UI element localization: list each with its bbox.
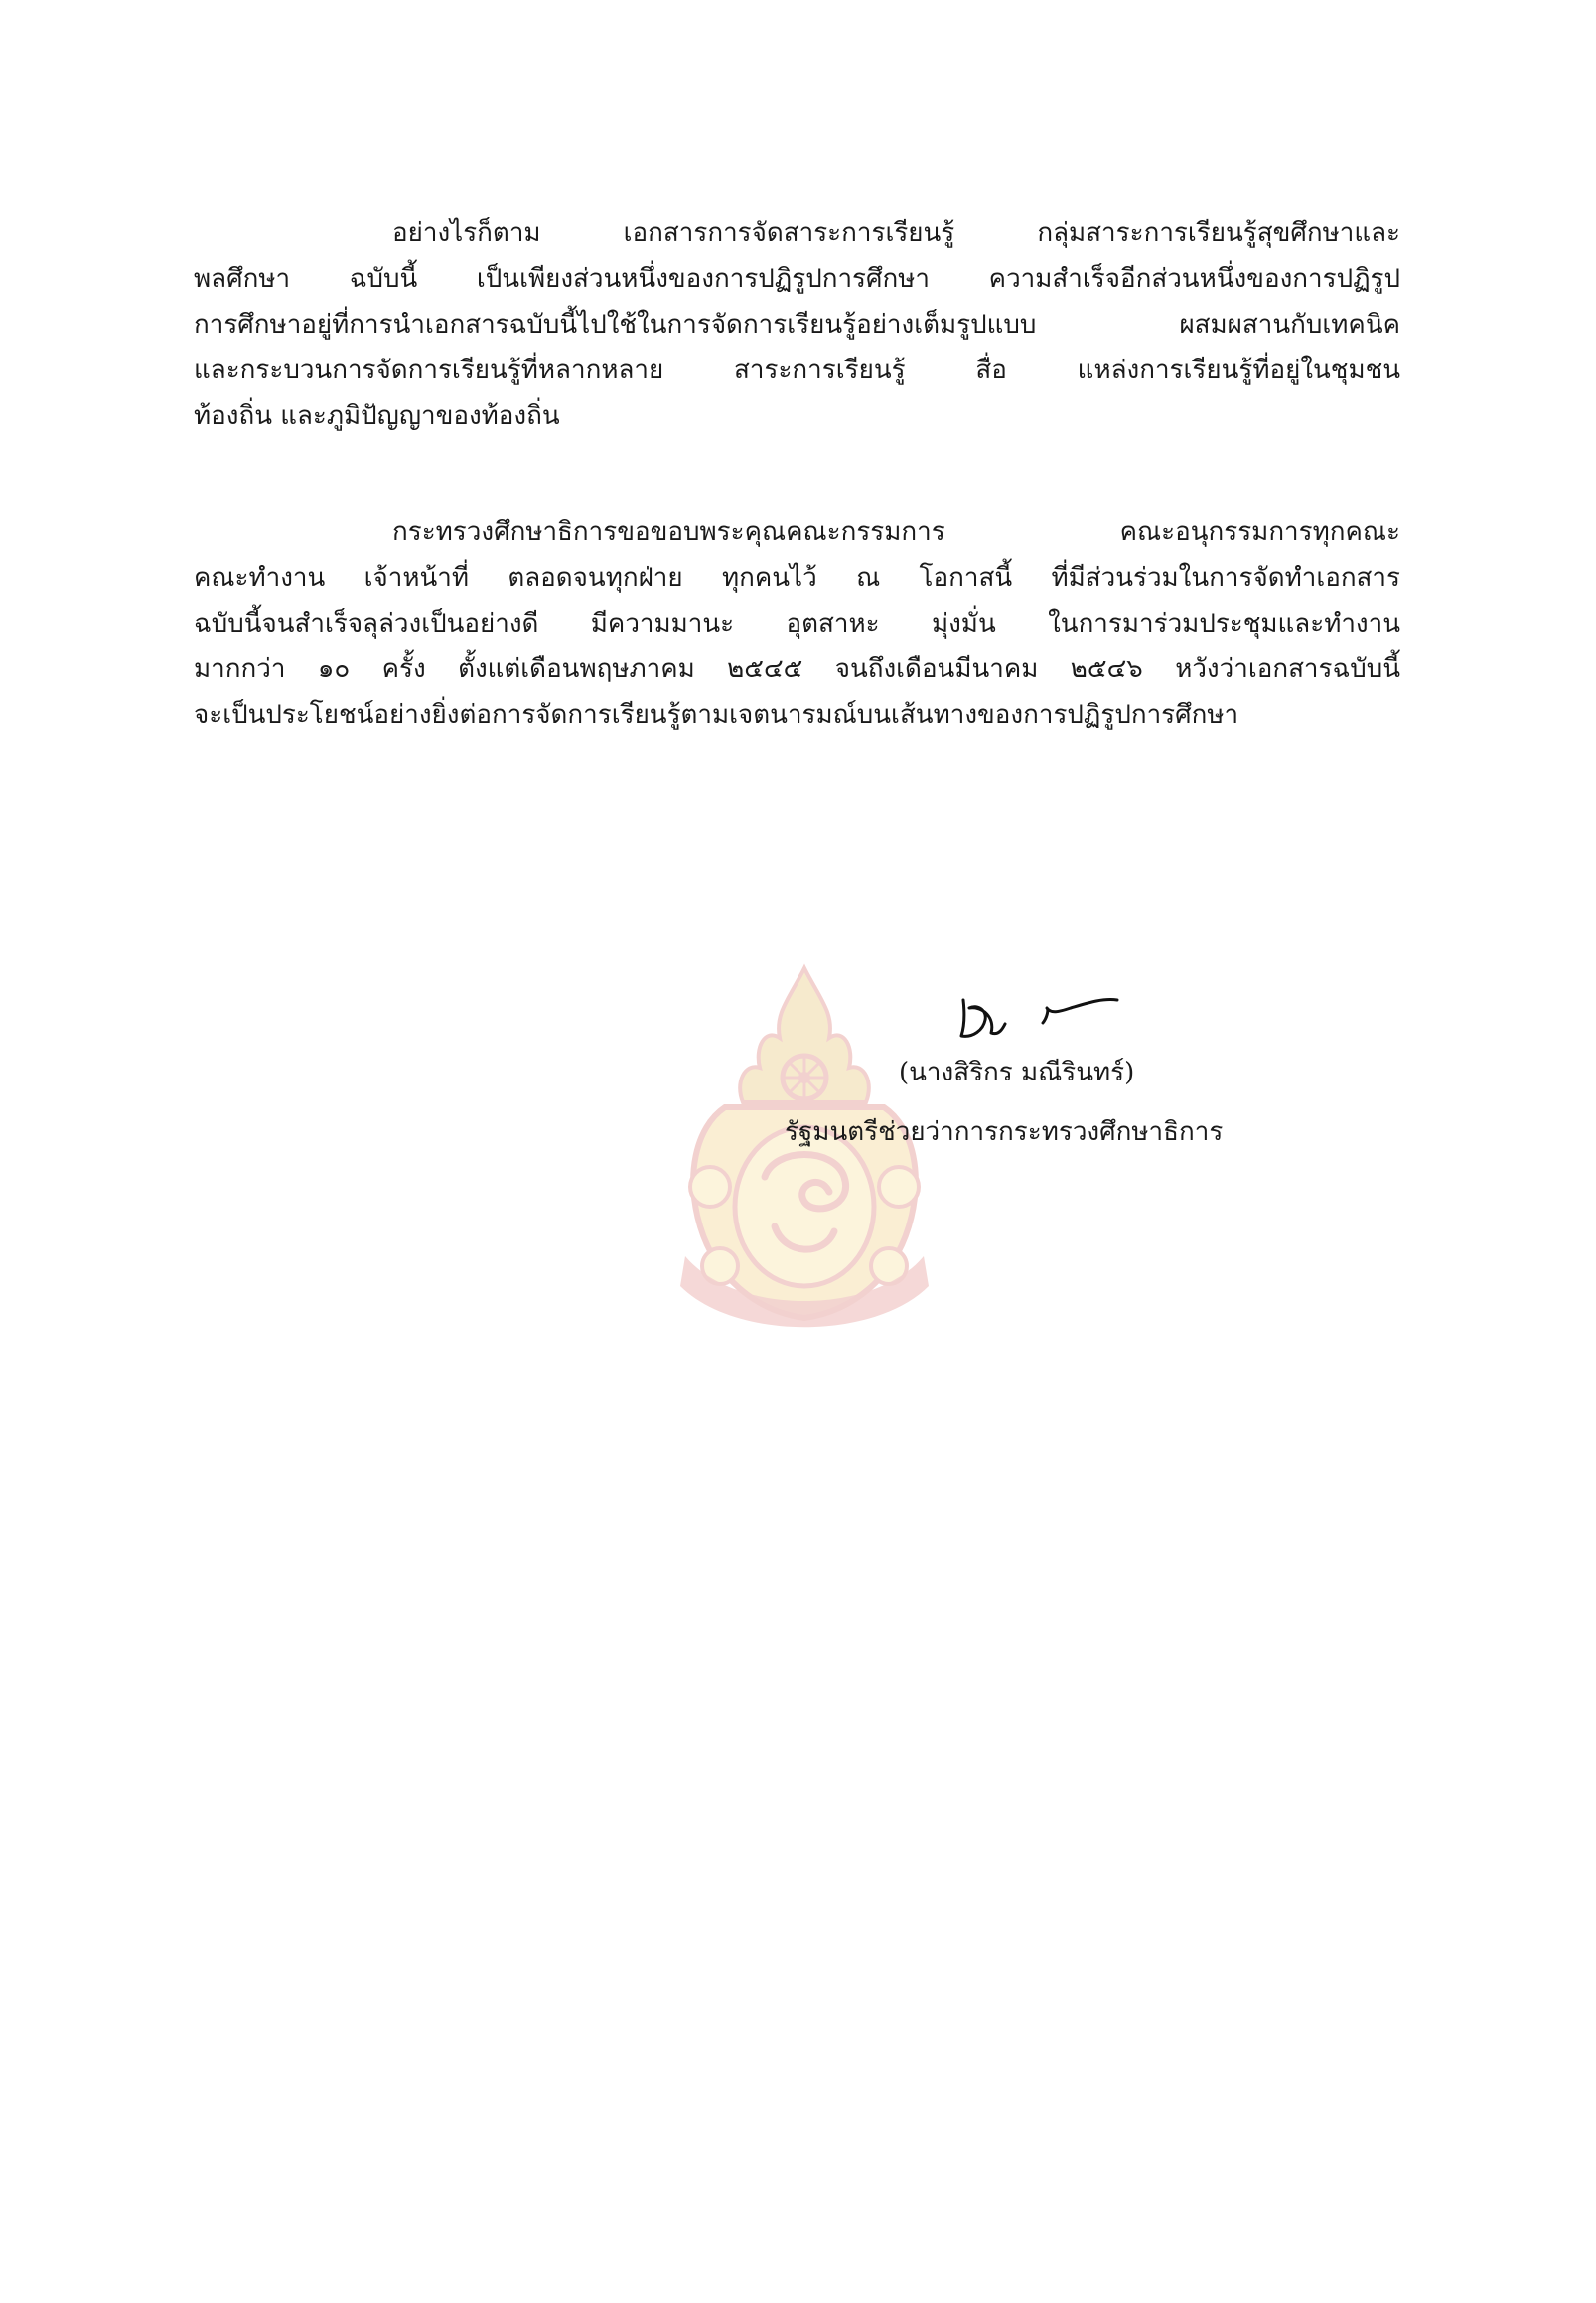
- acknowledgement-paragraph-1: [194, 211, 1400, 439]
- paragraph-line: มากกว่า ๑๐ ครั้ง ตั้งแต่เดือนพฤษภาคม ๒๕๔๕ จนถึงเดือนมีนาคม ๒๕๔๖ หวังว่าเอกสารฉบับนี้: [194, 654, 1400, 684]
- signatory-position: รัฐมนตรีช่วยว่าการกระทรวงศึกษาธิการ: [785, 1117, 1224, 1147]
- paragraph-line: ท้องถิ่น และภูมิปัญญาของท้องถิ่น: [194, 401, 560, 431]
- paragraph-line: การศึกษาอยู่ที่การนำเอกสารฉบับนี้ไปใช้ในการจัดการเรียนรู้อย่างเต็มรูปแบบ ผสมผสานกับเทคนิค: [194, 310, 1400, 340]
- handwritten-signature: [943, 978, 1132, 1048]
- paragraph-line: จะเป็นประโยชน์อย่างยิ่งต่อการจัดการเรียนรู้ตามเจตนารมณ์บนเส้นทางของการปฏิรูปการศึกษา: [194, 700, 1239, 730]
- signatory-name: (นางสิริกร มณีรินทร์): [899, 1058, 1135, 1087]
- paragraph-line: และกระบวนการจัดการเรียนรู้ที่หลากหลาย สาระการเรียนรู้ สื่อ แหล่งการเรียนรู้ที่อยู่ในชุมชน: [194, 356, 1400, 385]
- ministry-seal-watermark: [655, 958, 953, 1356]
- acknowledgement-paragraph-2: [194, 509, 1400, 738]
- paragraph-line: คณะทำงาน เจ้าหน้าที่ ตลอดจนทุกฝ่าย ทุกคนไว้ ณ โอกาสนี้ ที่มีส่วนร่วมในการจัดทำเอกสาร: [194, 563, 1400, 593]
- paragraph-line: อย่างไรก็ตาม เอกสารการจัดสาระการเรียนรู้ กลุ่มสาระการเรียนรู้สุขศึกษาและ: [392, 218, 1400, 248]
- paragraph-line: กระทรวงศึกษาธิการขอขอบพระคุณคณะกรรมการ คณะอนุกรรมการทุกคณะ: [392, 517, 1400, 547]
- paragraph-line: พลศึกษา ฉบับนี้ เป็นเพียงส่วนหนึ่งของการปฏิรูปการศึกษา ความสำเร็จอีกส่วนหนึ่งของการปฏิรูป: [194, 264, 1400, 294]
- paragraph-line: ฉบับนี้จนสำเร็จลุล่วงเป็นอย่างดี มีความมานะ อุตสาหะ มุ่งมั่น ในการมาร่วมประชุมและทำงาน: [194, 609, 1400, 639]
